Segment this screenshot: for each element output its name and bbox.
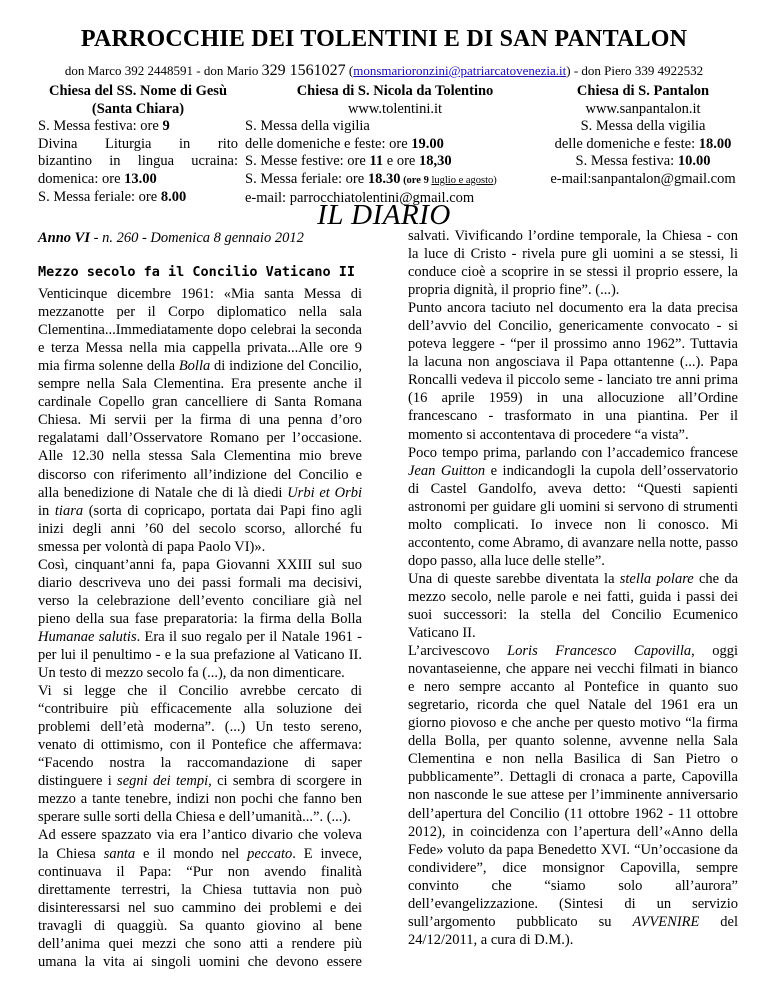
email-link[interactable]: monsmarioronzini@patriarcatovenezia.it bbox=[353, 63, 567, 78]
mass-festive: S. Messe festive: ore 11 e ore 18,30 bbox=[245, 153, 452, 170]
church-pantalon bbox=[543, 83, 743, 189]
contacts-part1: don Marco 392 2448591 - don Mario bbox=[64, 63, 262, 78]
feriale-note: (ore 9 luglio e agosto) bbox=[400, 174, 497, 186]
issue-line: Anno VI - n. 260 - Domenica 8 gennaio 2012 bbox=[38, 230, 304, 246]
church-nicola bbox=[245, 83, 545, 207]
paragraph-continued: salvati. Vivificando l’ordine temporale, la Chiesa - con la luce di Cristo - rivela pure gli uomini a se stessi, li conduce cioè a scoprire in se stessi il proprio essere, la propria dignità, il proprio fine”. (...). bbox=[408, 228, 738, 299]
mass-feriale: S. Messa feriale: ore 8.00 bbox=[38, 188, 187, 205]
paragraph: Così, cinquant’anni fa, papa Giovanni XXIII sul suo diario descriveva uno dei passi formali ma decisivi, verso la celebrazione dell’evento conciliare già nel pieno della sua fase preparatoria: la firma della Bolla Humanae salutis. Era il suo regalo per il Natale 1961 - per lui il penultimo - e la sua prefazione al Vaticano II. Un testo di mezzo secolo fa (...), da non dimenticare. bbox=[38, 556, 363, 682]
paragraph: Vi si legge che il Concilio avrebbe cercato di “contribuire più efficacemente alla soluzione dei problemi dell’età moderna”. (...) Un testo sereno, venato di ottimismo, con il Pontefice che affermava: “Facendo nostra la raccomandazione di saper distinguere i segni dei tempi, ci sembra di scorgere in mezzo a tante tenebre, indizi non pochi che fanno ben sperare sulle sorti della Chiesa e dell’umanità...”. (...). bbox=[38, 683, 362, 826]
paragraph: Poco tempo prima, parlando con l’accademico francese Jean Guitton e indicandogli la cupola dell’osservatorio di Castel Gandolfo, aveva detto: “Questi sapienti astronomi per guidare gli uomini si servono di strumenti molto complicati. Io invece non li conosco. Mi accontento, come Abramo, di avanzare nella notte, passo dopo passo, alla luce delle stelle”. bbox=[408, 444, 738, 569]
paragraph: L’arcivescovo Loris Francesco Capovilla, oggi novantaseienne, che appare nei vecchi filmati in bianco e nero sempre accanto al Pontefice in quanto suo segretario, ricorda che quel Natale del 1961 era un giorno piovoso e che anche per questo motivo “la firma della Bolla, per quanto solenne, avvenne nella Sala Clementina e non nella Basilica di San Pietro o pubblicamente”. Dettagli di cronaca a parte, Capovilla non nasconde le sue attese per l’imminente anniversario dell’apertura del Concilio (11 ottobre 1962 - 11 ottobre 2012), in coincidenza con l’apertura dell’«Anno della Fede» voluto da papa Benedetto XVI. “Un’occasione da condividere”, dice monsignor Capovilla, sempre convinto che “siamo solo all’aurora” dell’evangelizzazione. (Sintesi di un servizio sull’argomento pubblicato su AVVENIRE del 24/12/2011, a cura di D.M.). bbox=[408, 643, 739, 948]
article-title: Mezzo secolo fa il Concilio Vaticano II bbox=[38, 264, 355, 280]
church-website: www.tolentini.it bbox=[347, 100, 443, 117]
mass-festiva: S. Messa festiva: ore 9 bbox=[38, 118, 170, 135]
contacts-open: ( bbox=[345, 63, 354, 78]
church-name: Chiesa di S. Nicola da Tolentino bbox=[296, 83, 494, 99]
mass-vigilia: S. Messa della vigilia bbox=[245, 118, 370, 135]
liturgy-line2: bizantino in lingua ucraina: bbox=[38, 153, 238, 170]
church-gesu bbox=[38, 83, 238, 206]
contacts-line bbox=[0, 62, 768, 80]
liturgy-time: domenica: ore 13.00 bbox=[38, 170, 157, 187]
church-subname: (Santa Chiara) bbox=[91, 100, 185, 117]
mass-domeniche: delle domeniche e feste: ore 19.00 bbox=[245, 135, 444, 152]
article-column-right bbox=[408, 227, 738, 949]
paragraph: Una di queste sarebbe diventata la stella polare che da mezzo secolo, nelle parole e nei fatti, guida i passi dei suoi successori: la stella del Concilio Ecumenico Vaticano II. bbox=[408, 570, 739, 642]
article-column-left bbox=[38, 263, 362, 971]
liturgy-line1: Divina Liturgia in rito bbox=[38, 135, 238, 152]
masthead: IL DIARIO bbox=[317, 199, 451, 231]
church-email: e-mail: parrocchiatolentini@gmail.com bbox=[245, 189, 475, 206]
church-website: www.sanpantalon.it bbox=[585, 100, 701, 117]
mass-vigilia: S. Messa della vigilia bbox=[580, 118, 706, 135]
mass-domeniche: delle domeniche e feste: 18.00 bbox=[554, 135, 732, 152]
paragraph: Venticinque dicembre 1961: «Mia santa Messa di mezzanotte per il Corpo diplomatico nella sala Clementina...Immediatamente dopo celebrai la seconda e terza Messa nella mia cappella privata...Alle ore 9 mia firma solenne della Bolla di indizione del Concilio, sempre nella Sala Clementina. Era presente anche il cardinale Copello gran cancelliere di Santa Romana Chiesa. Mi servii per la firma di una penna d’oro regalatami dall’Osservatore Romano per l’occasione. Alle 12.30 nella stessa Sala Clementina mio breve discorso con riferimento all’indizione del Concilio e alla benedizione di Natale che di là diedi Urbi et Orbi in tiara (sorta di copricapo, portata dai Papi fino agli inizi degli anni ’60 del secolo scorso, allorché fu smessa per volontà di papa Paolo VI)». bbox=[38, 286, 363, 555]
paragraph: Punto ancora taciuto nel documento era la data precisa dell’avvio del Concilio, genericamente convocato - si poteva leggere - “per il prossimo anno 1962”. Tuttavia la lacuna non angosciava il Papa ottantenne (...). Papa Roncalli vedeva il piccolo seme - lanciato tre anni prima (16 aprile 1959) in una allocuzione all’Ordine francescano - trasformato in una piantina. Per il momento si accontentava di procedere “a vista”. bbox=[408, 300, 738, 443]
paragraph: Ad essere spazzato via era l’antico divario che voleva la Chiesa santa e il mondo nel peccato. E invece, continuava il Papa: “Pur non avendo finalità direttamente terrestri, la Chiesa tuttavia non può disinteressarsi nel suo cammino dei problemi e dei travagli di quaggiù. Sa quanto giovino al bene dell’anima quei mezzi che sono atti a rendere più umana la vita ai singoli uomini che devono essere bbox=[38, 827, 362, 970]
church-email: e-mail:sanpantalon@gmail.com bbox=[550, 170, 736, 187]
mario-phone: 329 1561027 bbox=[261, 62, 346, 79]
church-info bbox=[38, 83, 738, 206]
mass-festiva: S. Messa festiva: 10.00 bbox=[575, 153, 711, 170]
church-name: Chiesa di S. Pantalon bbox=[576, 83, 710, 99]
mass-feriale: S. Messa feriale: ore 18.30 (ore 9 luglio e agosto) bbox=[245, 170, 497, 187]
contacts-part2: ) - don Piero 339 4922532 bbox=[566, 63, 704, 78]
church-name: Chiesa del SS. Nome di Gesù bbox=[48, 83, 228, 99]
page-title: PARROCCHIE DEI TOLENTINI E DI SAN PANTALON bbox=[80, 26, 688, 52]
